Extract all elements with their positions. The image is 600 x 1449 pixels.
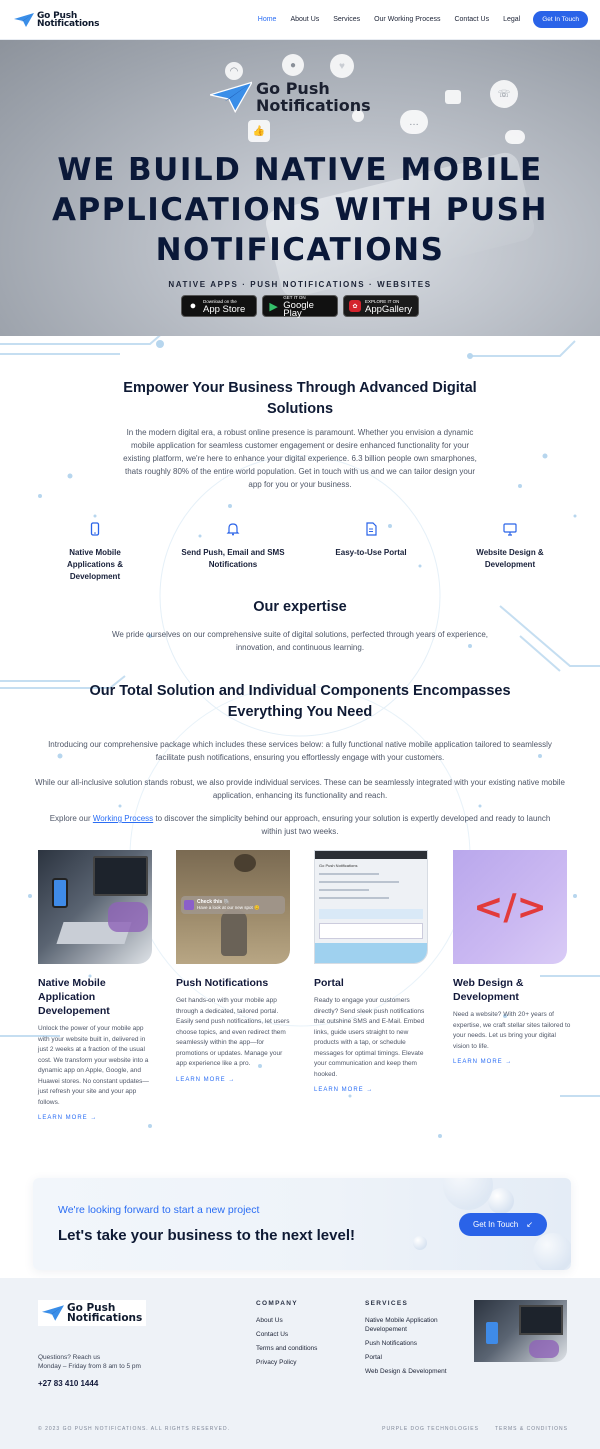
total-p2: While our all-inclusive solution stands robust, we also provide individual services. These can be seamlessly integrated with your existing native mobile application, enhancing its functionality and reach. <box>35 778 565 800</box>
nav-logo-text: Go Push Notifications <box>37 10 100 29</box>
footer-link-terms[interactable]: Terms and conditions <box>256 1345 318 1352</box>
learn-more-link[interactable]: LEARN MORE → <box>38 1115 98 1121</box>
hero-logo-text: Go Push Notifications <box>256 79 371 115</box>
google-play-icon: ▶ <box>269 300 278 313</box>
nav-link-about-us[interactable]: About Us <box>290 16 320 23</box>
total-p3: Explore our Working Process to discover the simplicity behind our approach, ensuring your solution is expertly developed and ready to launch within just two weeks. <box>49 814 551 836</box>
paper-plane-icon <box>14 13 34 27</box>
footer-link-about-us[interactable]: About Us <box>256 1317 283 1324</box>
phone-icon: ☏ <box>490 80 518 108</box>
total-p1: Introducing our comprehensive package which includes these services below: a fully functional native mobile application tailored to seamlessly facilitate push notifications, ensuring you effortlessly engage with your customers. <box>48 740 552 762</box>
card-web-design: </> Web Design & Development Need a website? With 20+ years of expertise, we craft stellar sites tailored to your needs. Let us bring your digital vision to life. LEARN MORE → <box>453 850 571 1065</box>
main-content <box>0 336 600 1176</box>
decorative-orb <box>413 1236 427 1250</box>
learn-more-link[interactable]: LEARN MORE → <box>176 1076 236 1083</box>
huawei-icon: ✿ <box>349 300 361 312</box>
nav-link-working-process[interactable]: Our Working Process <box>374 16 441 23</box>
nav-get-in-touch-button[interactable]: Get In Touch <box>533 11 588 28</box>
feature-web-design: Website Design & Development <box>445 522 575 571</box>
document-icon <box>364 522 378 536</box>
cloud-icon <box>505 130 525 144</box>
card-portal: Go Push Notifications Portal Ready to engage your customers directly? Send sleek push notifications that outshine SMS and E-Mail. Embed links, guide users straight to new products with a tap, or schedule messages for optimal timings. Elevate your communication and keep them hooked. LEARN MORE → <box>314 850 432 1093</box>
wifi-icon: ◠ <box>225 62 243 80</box>
card-native-mobile: Native Mobile Application Developement Unlock the power of your mobile app with your website built in, delivered in just 2 weeks at a fraction of the usual cost. We transform your website into a dynamic app on Apple, Google, and Huawei stores. No constant updates—just refresh your site and your app follows. LEARN MORE → <box>38 850 156 1121</box>
nav-logo[interactable] <box>14 12 134 28</box>
cta-banner <box>33 1178 571 1270</box>
arrow-down-left-icon: ↙ <box>526 1220 533 1229</box>
card-image-mobile-development <box>38 850 152 964</box>
footer-logo[interactable] <box>38 1300 146 1326</box>
footer-bottom-bar <box>38 1426 568 1432</box>
bell-icon <box>226 522 240 536</box>
apple-icon: ● <box>189 300 197 312</box>
app-gallery-badge[interactable]: ✿ EXPLORE IT ON AppGallery <box>343 295 419 317</box>
code-icon: </> <box>473 886 547 928</box>
chat-icon: … <box>400 110 428 134</box>
expertise-text: We pride ourselves on our comprehensive suite of digital solutions, perfected through years of experience, innovation, and continuous learning. <box>111 630 489 652</box>
paper-plane-icon <box>210 81 252 113</box>
footer-image <box>474 1300 567 1362</box>
nav-link-services[interactable]: Services <box>333 16 361 23</box>
top-navbar <box>0 0 600 40</box>
site-footer <box>0 1278 600 1449</box>
expertise-title: Our expertise <box>253 599 347 615</box>
card-push-notifications: Check this 🐘 Have a look at our new spot 😊 Push Notifications Get hands-on with your mobile app through a dedicated, tailored portal. Easily send push notifications, let users choose topics, and even redirect them seamlessly within the app—for promotions or updates. Manage your app experience like a pro. LEARN MORE → <box>176 850 294 1083</box>
footer-logo-text: Go Push Notifications <box>67 1302 143 1324</box>
terms-conditions-link[interactable]: TERMS & CONDITIONS <box>494 1426 568 1432</box>
nav-links <box>251 11 588 28</box>
google-play-badge[interactable]: ▶ GET IT ON Google Play <box>262 295 338 317</box>
footer-phone[interactable]: +27 83 410 1444 <box>38 1379 99 1388</box>
learn-more-link[interactable]: LEARN MORE → <box>314 1087 374 1093</box>
cta-subtitle: We're looking forward to start a new project <box>58 1204 260 1216</box>
app-store-badge[interactable]: ● Download on the App Store <box>181 295 257 317</box>
footer-company-column: COMPANY About Us Contact Us Terms and conditions Privacy Policy <box>256 1300 348 1372</box>
footer-link-native-mobile[interactable]: Native Mobile Application Developement <box>365 1317 438 1333</box>
footer-link-privacy[interactable]: Privacy Policy <box>256 1359 297 1366</box>
feature-portal: Easy-to-Use Portal <box>306 522 436 559</box>
footer-link-push-notifications[interactable]: Push Notifications <box>365 1340 418 1347</box>
app-icon <box>184 900 194 910</box>
working-process-link[interactable]: Working Process <box>92 814 154 823</box>
cta-title: Let's take your business to the next level! <box>58 1227 355 1244</box>
empower-title: Empower Your Business Through Advanced Digital Solutions <box>123 380 477 417</box>
decorative-orb <box>533 1233 571 1270</box>
learn-more-link[interactable]: LEARN MORE → <box>453 1059 513 1065</box>
monitor-icon <box>503 522 517 536</box>
user-icon: ● <box>282 54 304 76</box>
cta-get-in-touch-button[interactable]: Get In Touch ↙ <box>459 1213 547 1236</box>
heart-icon: ♥ <box>330 54 354 78</box>
copyright: © 2023 GO PUSH NOTIFICATIONS. ALL RIGHTS RESERVED. <box>38 1426 230 1432</box>
total-solution-title: Our Total Solution and Individual Components Encompasses Everything You Need <box>89 683 511 720</box>
footer-link-contact-us[interactable]: Contact Us <box>256 1331 289 1338</box>
card-image-portal-screenshot: Go Push Notifications <box>314 850 428 964</box>
footer-link-portal[interactable]: Portal <box>365 1354 382 1361</box>
footer-link-web-design[interactable]: Web Design & Development <box>365 1368 447 1375</box>
hero-tagline: NATIVE APPS · PUSH NOTIFICATIONS · WEBSITES <box>168 280 432 289</box>
decorative-orb <box>443 1178 493 1210</box>
feature-notifications: Send Push, Email and SMS Notifications <box>168 522 298 571</box>
notification-preview: Check this 🐘 Have a look at our new spot 😊 <box>181 896 285 914</box>
nav-link-legal[interactable]: Legal <box>503 16 521 23</box>
hero-section <box>0 40 600 336</box>
feature-native-mobile: Native Mobile Applications & Development <box>30 522 160 583</box>
camera-icon <box>445 90 461 104</box>
hero-logo <box>210 80 371 114</box>
empower-text: In the modern digital era, a robust online presence is paramount. Whether you envision a dynamic mobile application for seamless customer engagement or desire enhanced functionality for your existing platform, we're here to enhance your digital experience. 6.3 billion people own smarphones, thats roughly 80% of the entire world population. Get in touch with us and we can tailor design your app for you or your business. <box>123 428 477 489</box>
purple-dog-link[interactable]: PURPLE DOG TECHNOLOGIES <box>382 1426 479 1432</box>
store-badges <box>0 295 600 317</box>
like-icon: 👍 <box>248 120 270 142</box>
nav-link-home[interactable]: Home <box>257 16 277 23</box>
footer-contact-hours: Questions? Reach us Monday – Friday from 8 am to 5 pm <box>38 1354 141 1370</box>
mobile-icon <box>88 522 102 536</box>
footer-services-column: SERVICES Native Mobile Application Developement Push Notifications Portal Web Design & Development <box>365 1300 457 1381</box>
card-image-code-symbol <box>453 850 567 964</box>
card-image-push-notification <box>176 850 290 964</box>
hero-title: WE BUILD NATIVE MOBILE APPLICATIONS WITH PUSH NOTIFICATIONS <box>52 152 548 268</box>
nav-link-contact-us[interactable]: Contact Us <box>454 16 490 23</box>
paper-plane-icon <box>42 1305 64 1321</box>
